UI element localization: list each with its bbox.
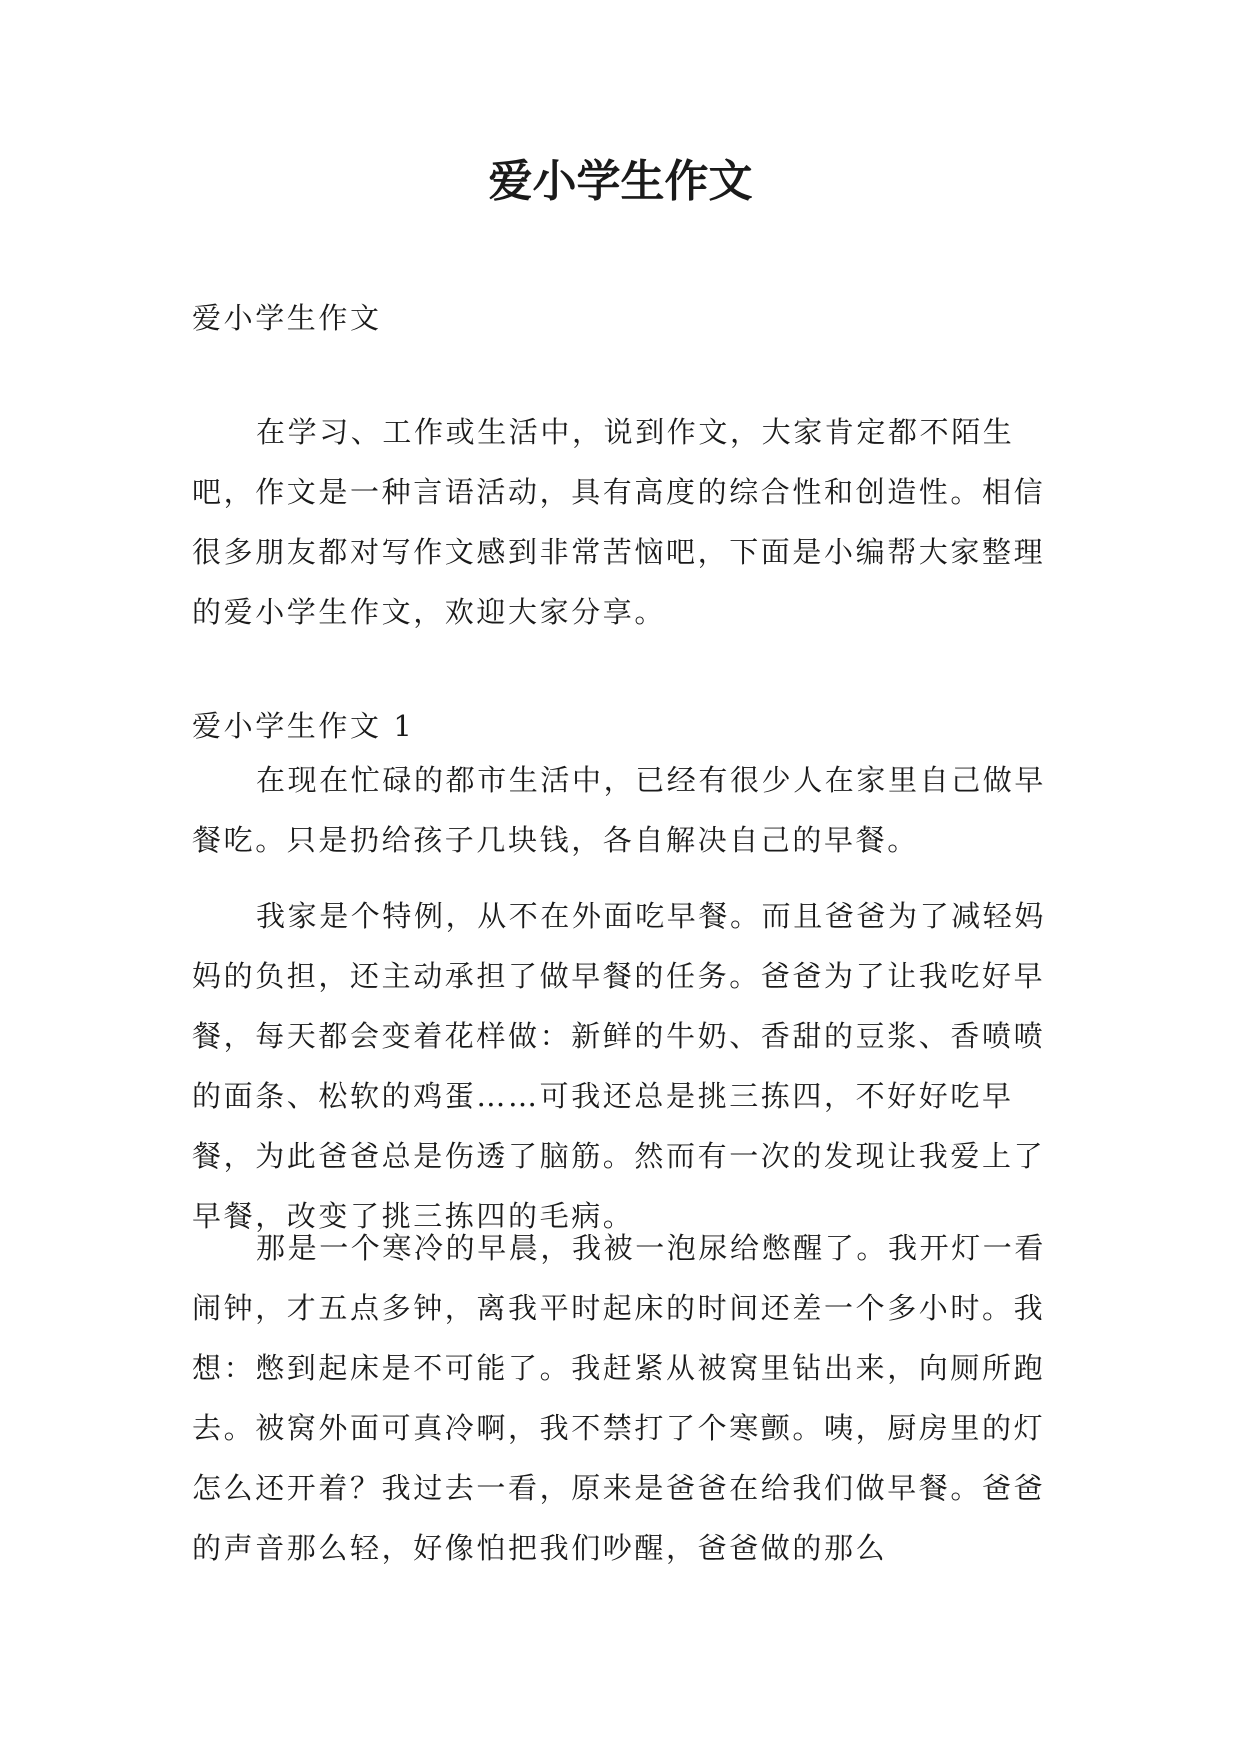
body-paragraph: 在现在忙碌的都市生活中，已经有很少人在家里自己做早餐吃。只是扔给孩子几块钱，各自解决自己的早餐。 — [192, 763, 1047, 857]
section-heading: 爱小学生作文 1 — [192, 709, 415, 743]
body-paragraph: 我家是个特例，从不在外面吃早餐。而且爸爸为了减轻妈妈的负担，还主动承担了做早餐的任务。爸爸为了让我吃好早餐，每天都会变着花样做：新鲜的牛奶、香甜的豆浆、香喷喷的面条、松软的鸡蛋……可我还总是挑三拣四，不好好吃早餐，为此爸爸总是伤透了脑筋。然而有一次的发现让我爱上了早餐，改变了挑三拣四的毛病。 — [192, 899, 1047, 1233]
page-title: 爱小学生作文 — [488, 156, 753, 207]
body-paragraph: 那是一个寒冷的早晨，我被一泡尿给憋醒了。我开灯一看闹钟，才五点多钟，离我平时起床的时间还差一个多小时。我想：憋到起床是不可能了。我赶紧从被窝里钻出来，向厕所跑去。被窝外面可真冷啊，我不禁打了个寒颤。咦，厨房里的灯怎么还开着？我过去一看，原来是爸爸在给我们做早餐。爸爸的声音那么轻，好像怕把我们吵醒，爸爸做的那么 — [192, 1231, 1047, 1565]
intro-paragraph: 在学习、工作或生活中，说到作文，大家肯定都不陌生吧，作文是一种言语活动，具有高度的综合性和创造性。相信很多朋友都对写作文感到非常苦恼吧，下面是小编帮大家整理的爱小学生作文，欢迎大家分享。 — [192, 415, 1046, 629]
document-subtitle: 爱小学生作文 — [192, 301, 382, 335]
